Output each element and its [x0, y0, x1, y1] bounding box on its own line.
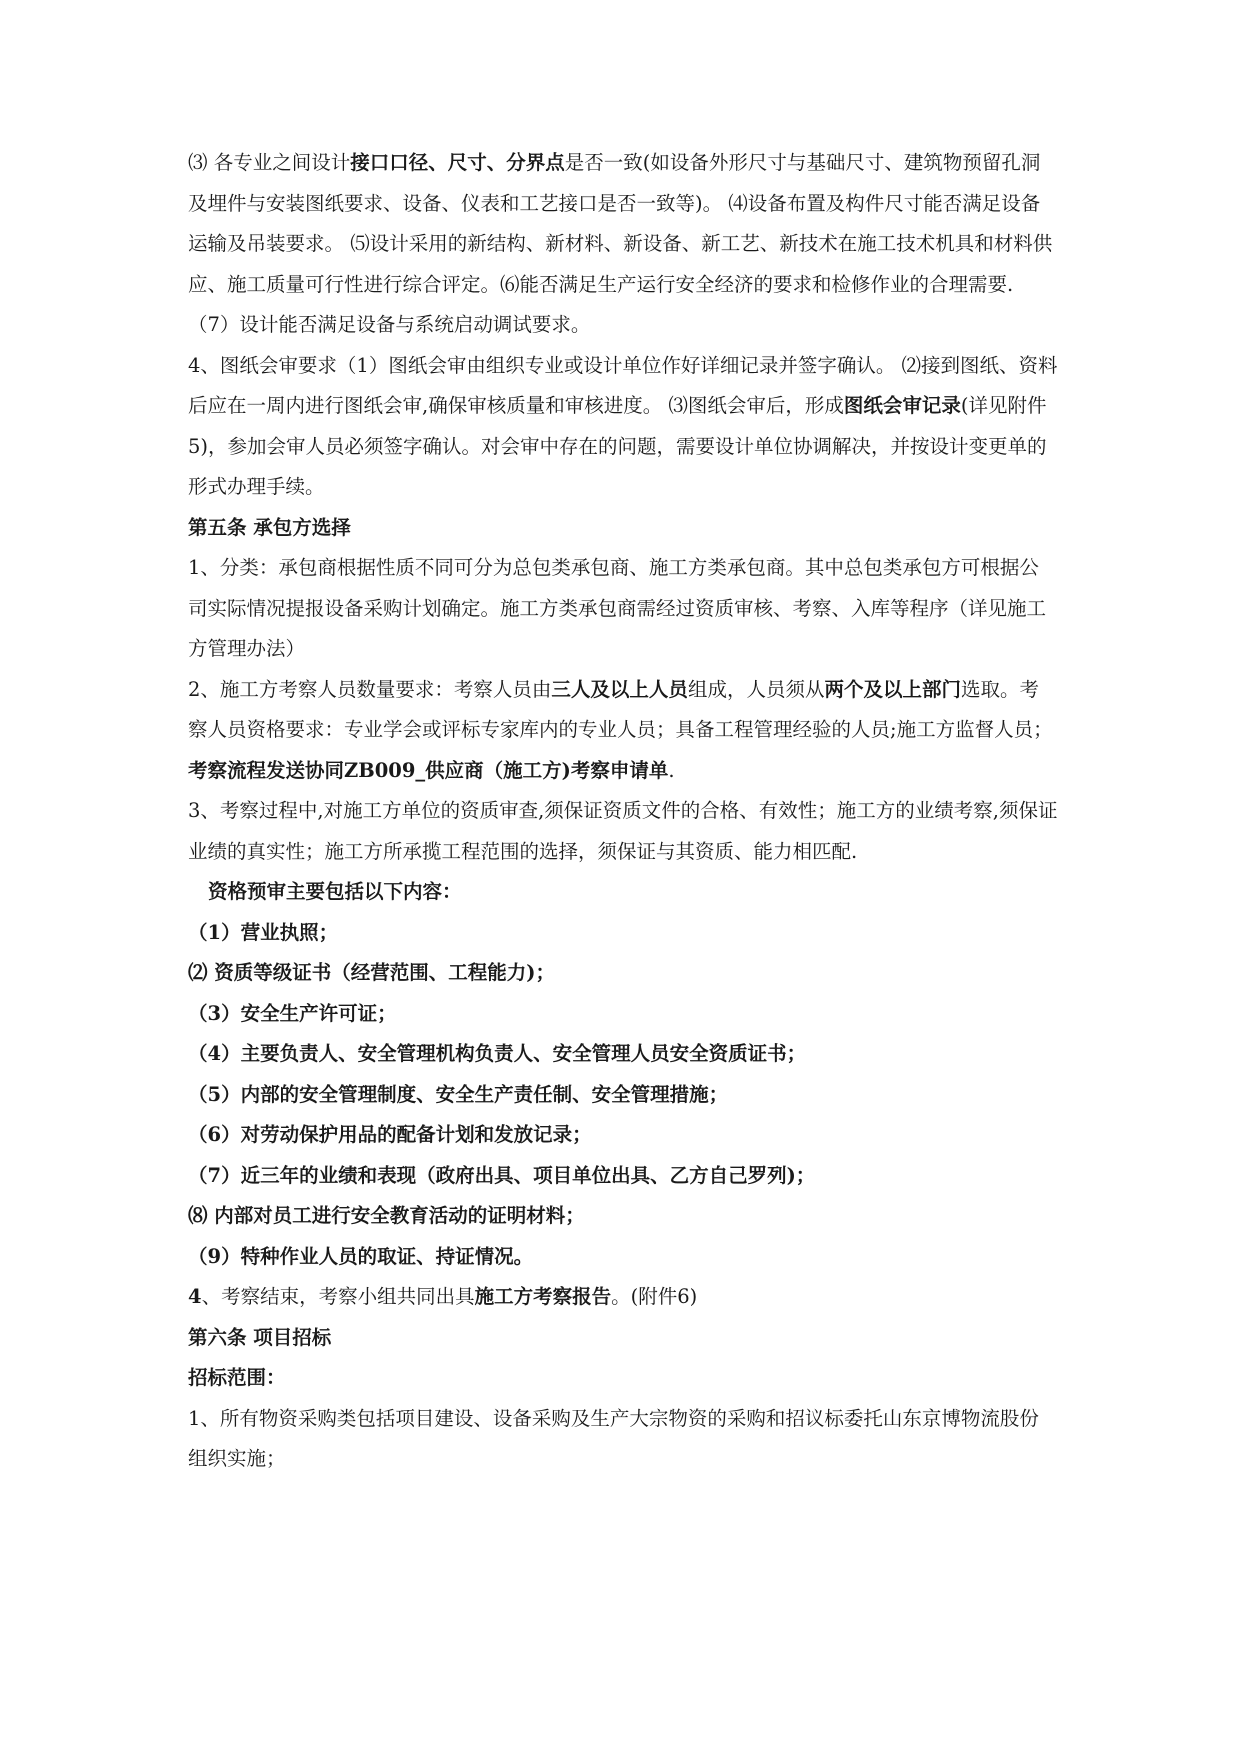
- list-item: [188, 1196, 1058, 1237]
- document-page: [188, 143, 1058, 1480]
- heading-text: 第六条 项目招标: [188, 1325, 332, 1349]
- list-item: [188, 1034, 1058, 1075]
- list-item-text: （7）近三年的业绩和表现（政府出具、项目单位出具、乙方自己罗列)；: [188, 1163, 816, 1187]
- list-item: [188, 1075, 1058, 1116]
- paragraph-inspection-report: [188, 1277, 1058, 1318]
- text-run: 组成，人员须从: [687, 677, 825, 701]
- text-run-bold: 考察流程发送协同ZB009_供应商（施工方)考察申请单: [188, 758, 669, 782]
- section-heading-article-5: [188, 508, 1058, 549]
- list-item-text: （5）内部的安全管理制度、安全生产责任制、安全管理措施；: [188, 1082, 729, 1106]
- list-item-text: ⑻ 内部对员工进行安全教育活动的证明材料；: [188, 1204, 585, 1227]
- list-item: [188, 913, 1058, 954]
- list-item-text: ⑵ 资质等级证书（经营范围、工程能力)；: [188, 961, 556, 984]
- list-item-text: （9）特种作业人员的取证、持证情况。: [188, 1244, 534, 1268]
- text-run: 1、所有物资采购类包括项目建设、设备采购及生产大宗物资的采购和招议标委托山东京博物流股份组织实施；: [188, 1406, 1039, 1470]
- text-run: （7）设计能否满足设备与系统启动调试要求。: [188, 313, 591, 336]
- text-run-bold: 接口口径、尺寸、分界点: [350, 151, 565, 174]
- paragraph-drawing-review: [188, 346, 1058, 508]
- text-run-bold: 资格预审主要包括以下内容：: [208, 880, 462, 903]
- text-run: 4、图纸会审要求（1）图纸会审由组织专业或设计单位作好详细记录并签字确认。 ⑵接到图纸、资料后应在一周内进行图纸会审,确保审核质量和审核进度。 ⑶图纸会审后，形成: [188, 353, 1058, 417]
- list-item: [188, 1237, 1058, 1278]
- section-heading-article-6: [188, 1318, 1058, 1359]
- paragraph-procurement-scope: [188, 1399, 1058, 1480]
- text-run: 选取。考察人员资格要求：专业学会或评标专家库内的专业人员；具备工程管理经验的人员;施工方监督人员；: [188, 677, 1053, 741]
- text-run-bold: 图纸会审记录: [843, 394, 961, 417]
- text-run: 2、施工方考察人员数量要求：考察人员由: [188, 677, 552, 701]
- text-run: 3、考察过程中,对施工方单位的资质审查,须保证资质文件的合格、有效性；施工方的业绩考察,须保证业绩的真实性；施工方所承揽工程范围的选择，须保证与其资质、能力相匹配.: [188, 799, 1058, 863]
- text-run: ⑶ 各专业之间设计: [188, 151, 351, 174]
- text-run-bold: 三人及以上人员: [551, 677, 688, 701]
- list-item: [188, 953, 1058, 994]
- list-item-text: （4）主要负责人、安全管理机构负责人、安全管理人员安全资质证书；: [188, 1042, 807, 1065]
- text-run: .: [668, 758, 675, 782]
- paragraph-inspection-process: [188, 791, 1058, 872]
- subheading-bidding-scope: [188, 1358, 1058, 1399]
- paragraph-inspector-requirements: [188, 670, 1058, 792]
- list-item: [188, 1115, 1058, 1156]
- list-item-text: （6）对劳动保护用品的配备计划和发放记录；: [188, 1123, 592, 1146]
- paragraph-classification: [188, 548, 1058, 670]
- text-run: 。(附件6): [611, 1285, 698, 1308]
- list-item: [188, 1156, 1058, 1197]
- text-run-bold: 施工方考察报告: [474, 1285, 612, 1308]
- text-run: 是否一致(如设备外形尺寸与基础尺寸、建筑物预留孔洞及埋件与安装图纸要求、设备、仪表和工艺接口是否一致等)。 ⑷设备布置及构件尺寸能否满足设备运输及吊装要求。 ⑸设计采用的新结构、新材料、新设备、新工艺、新技术在施工技术机具和材料供应、施工质量可行性进行综合评定。⑹能否满足生产运行安全经济的要求和检修作业的合理需要.: [188, 151, 1053, 296]
- text-run-bold: 两个及以上部门: [824, 677, 961, 701]
- text-run: 1、分类：承包商根据性质不同可分为总包类承包商、施工方类承包商。其中总包类承包方可根据公司实际情况提报设备采购计划确定。施工方类承包商需经过资质审核、考察、入库等程序（详见施工方管理办法）: [188, 556, 1047, 660]
- subheading-text: 招标范围：: [188, 1366, 286, 1389]
- list-item-text: （1）营业执照；: [188, 920, 339, 944]
- paragraph-prequalification-intro: [188, 872, 1058, 913]
- text-run: 、考察结束，考察小组共同出具: [201, 1285, 475, 1308]
- text-run-bold: 4: [188, 1285, 202, 1308]
- list-item-text: （3）安全生产许可证；: [188, 1001, 397, 1025]
- paragraph-design-interface: [188, 143, 1058, 305]
- heading-text: 第五条 承包方选择: [188, 515, 351, 539]
- paragraph-startup-debug: [188, 305, 1058, 346]
- text-run: (详见附件5)，参加会审人员必须签字确认。对会审中存在的问题，需要设计单位协调解决，并按设计变更单的形式办理手续。: [188, 394, 1047, 498]
- list-item: [188, 994, 1058, 1035]
